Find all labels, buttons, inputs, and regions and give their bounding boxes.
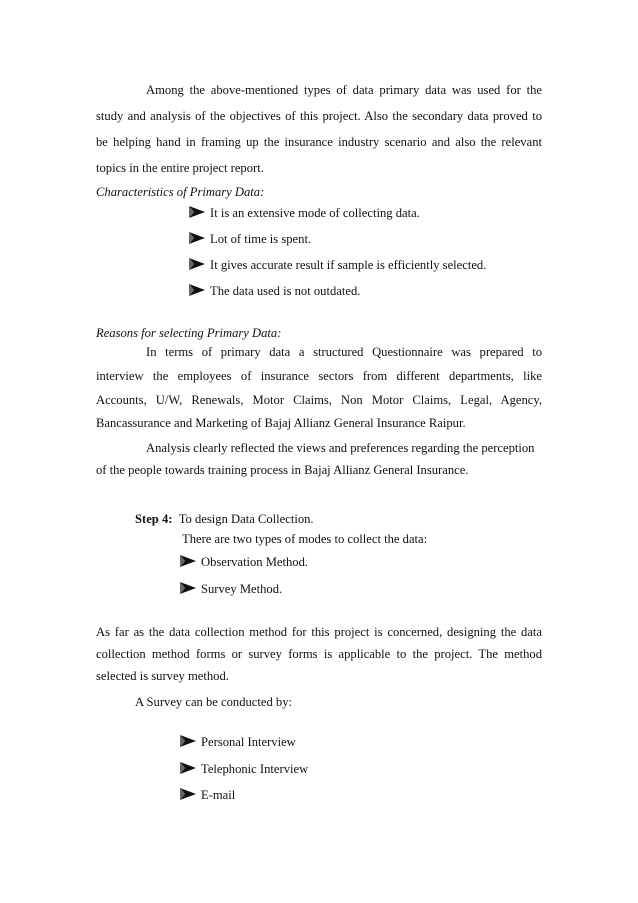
intro-line-3: be helping hand in framing up the insurance industry scenario and also the relevant bbox=[96, 135, 542, 149]
arrow-bullet-icon bbox=[180, 788, 196, 800]
reasons-line-1: In terms of primary data a structured Questionnaire was prepared to bbox=[146, 345, 542, 359]
step4-label: Step 4: bbox=[135, 512, 173, 526]
list-item bbox=[180, 760, 308, 778]
list-item-text: E-mail bbox=[201, 788, 236, 802]
list-item bbox=[180, 580, 282, 598]
list-item bbox=[180, 786, 235, 804]
survey-intro: A Survey can be conducted by: bbox=[135, 695, 293, 709]
analysis-line-1: Analysis clearly reflected the views and preferences regarding the perception bbox=[146, 441, 535, 455]
step4-subtext: There are two types of modes to collect the data: bbox=[182, 532, 428, 546]
reasons-line-2: interview the employees of insurance sectors from different departments, like bbox=[96, 369, 542, 383]
list-item-text: The data used is not outdated. bbox=[210, 284, 361, 298]
list-item bbox=[189, 230, 311, 248]
list-item-text: It is an extensive mode of collecting data. bbox=[210, 206, 420, 220]
arrow-bullet-icon bbox=[180, 762, 196, 774]
list-item-text: Personal Interview bbox=[201, 735, 296, 749]
step4-title: To design Data Collection. bbox=[178, 512, 314, 526]
arrow-bullet-icon bbox=[189, 258, 205, 270]
intro-line-1: Among the above-mentioned types of data primary data was used for the bbox=[146, 83, 542, 97]
list-item bbox=[189, 282, 360, 300]
analysis-line-2: of the people towards training process in Bajaj Allianz General Insurance. bbox=[96, 463, 469, 477]
method-line-1: As far as the data collection method for this project is concerned, designing the data bbox=[96, 625, 542, 639]
arrow-bullet-icon bbox=[180, 582, 196, 594]
list-item bbox=[180, 553, 308, 571]
characteristics-heading: Characteristics of Primary Data: bbox=[96, 185, 265, 199]
reasons-line-3: Accounts, U/W, Renewals, Motor Claims, Non Motor Claims, Legal, Agency, bbox=[96, 393, 542, 407]
arrow-bullet-icon bbox=[180, 735, 196, 747]
step4-heading bbox=[135, 510, 314, 528]
list-item-text: Observation Method. bbox=[201, 555, 309, 569]
reasons-heading: Reasons for selecting Primary Data: bbox=[96, 326, 282, 340]
list-item bbox=[180, 733, 296, 751]
arrow-bullet-icon bbox=[189, 232, 205, 244]
arrow-bullet-icon bbox=[189, 284, 205, 296]
intro-line-4: topics in the entire project report. bbox=[96, 161, 264, 175]
list-item-text: Lot of time is spent. bbox=[210, 232, 312, 246]
list-item bbox=[189, 204, 420, 222]
arrow-bullet-icon bbox=[189, 206, 205, 218]
list-item-text: Survey Method. bbox=[201, 582, 283, 596]
intro-line-2: study and analysis of the objectives of this project. Also the secondary data proved to bbox=[96, 109, 542, 123]
method-line-2: collection method forms or survey forms is applicable to the project. The method bbox=[96, 647, 542, 661]
reasons-line-4: Bancassurance and Marketing of Bajaj Allianz General Insurance Raipur. bbox=[96, 416, 466, 430]
list-item-text: It gives accurate result if sample is efficiently selected. bbox=[210, 258, 487, 272]
arrow-bullet-icon bbox=[180, 555, 196, 567]
list-item bbox=[189, 256, 486, 274]
list-item-text: Telephonic Interview bbox=[201, 762, 309, 776]
method-line-3: selected is survey method. bbox=[96, 669, 229, 683]
